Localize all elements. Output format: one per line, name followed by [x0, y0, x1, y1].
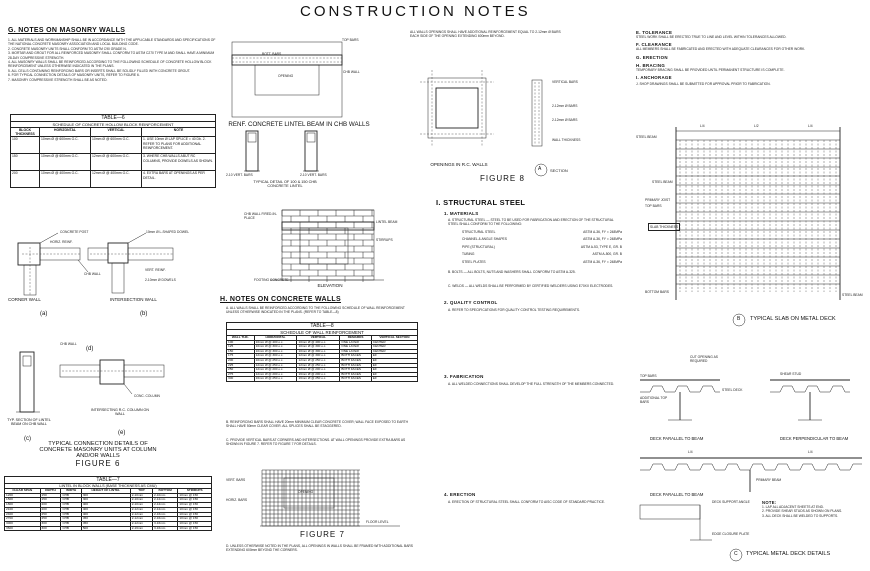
masonry-note: 6. FOR TYPICAL CONNECTION DETAILS OF MASONRY UNITS, REFER TO FIGURE 6. — [8, 73, 140, 78]
table-cell: 10mm Ø @ 600mm O.C. — [91, 137, 142, 154]
erection-heading: 4. ERECTION — [444, 492, 476, 497]
section-label: SECTION — [550, 168, 568, 173]
table-7-subtitle: LINTEL IN BLOCK WALLS (BASE THICKNESS AS CMU) — [4, 483, 212, 488]
table-cell: CHB — [61, 512, 81, 517]
table-cell: 300 — [227, 377, 255, 382]
fig7-figure-label: FIGURE 7 — [300, 530, 345, 539]
deck-note-heading: NOTE: — [762, 500, 777, 505]
table-cell: CENTER — [371, 345, 417, 350]
deck-label: STEEL DECK — [722, 388, 743, 392]
spec-value: ASTM A-36, FY = 248MPa — [583, 230, 622, 234]
table-header: HORIZONTAL — [254, 336, 297, 341]
table-header: TOP — [130, 489, 152, 494]
concrete-walls-heading: H. NOTES ON CONCRETE WALLS — [220, 296, 341, 303]
fig8-figure-label: FIGURE 8 — [480, 174, 525, 183]
table-cell: 100 — [227, 340, 255, 345]
clearance-text: ALL MEMBERS SHALL BE FABRICATED AND ERECTED WITH ADEQUATE CLEARANCES FOR OTHER WORK. — [636, 47, 806, 52]
steel-welds: C. WELDS — ALL WELDS SHALL BE PERFORMED BY CERTIFIED WELDERS USING E70XX ELECTRODES. — [448, 284, 614, 288]
table-7-title: TABLE—7 — [4, 476, 212, 483]
spec-value: ASTM A-36, FY = 248MPa — [583, 259, 622, 264]
fig8-label: 2-12mm Ø BARS — [552, 118, 578, 122]
table-cell: 10mm Ø @ 250 o.c. — [254, 358, 297, 363]
table-cell: 100 — [11, 137, 40, 154]
deck-caption: TYPICAL METAL DECK DETAILS — [746, 551, 831, 557]
deck-label: DECK SUPPORT ANGLE — [712, 500, 750, 504]
table-cell: 2-16mm — [130, 526, 152, 531]
table-header: VERTICAL — [91, 128, 142, 137]
deck-label: CUT OPENING AS REQUIRED — [690, 355, 718, 363]
fig8-label: 2-12mm Ø BARS — [552, 104, 578, 108]
fig6-sub-e: (e) — [118, 430, 126, 436]
table-cell: EF — [371, 368, 417, 373]
fabrication-heading: 3. FABRICATION — [444, 374, 484, 379]
fig6-caption-line: TYPICAL CONNECTION DETAILS OF — [48, 441, 148, 447]
table-cell: 2700 — [5, 517, 41, 522]
fig8-label: VERTICAL BARS — [552, 80, 578, 84]
section-mark-a: A — [538, 166, 542, 172]
table-cell: 10mm @ 150 — [178, 507, 212, 512]
masonry-note: 7. MASONRY COMPRESSIVE STRENGTH SHALL BE AS NOTED. — [8, 77, 108, 82]
spec-name: PIPE (STRUCTURAL) — [462, 244, 495, 249]
fig6-label: TYP. SECTION OF LINTEL BEAM ON CHB WALL — [7, 418, 51, 426]
table-cell: 10mm Ø @ 300 o.c. — [297, 345, 340, 350]
fig7-label: HORIZ. BARS — [226, 498, 248, 502]
masonry-heading: G. NOTES ON MASONRY WALLS — [8, 27, 126, 34]
table-cell: 12mm Ø @ 200 o.c. — [254, 372, 297, 377]
fig6-caption-line: AND/OR WALLS — [76, 453, 120, 459]
table-cell: 10mm Ø @ 400 o.c. — [254, 340, 297, 345]
table-cell: 3. WHERE CHB WALLS ABUT RC COLUMNS, PROVIDE DOWELS AS SHOWN. — [142, 154, 216, 171]
slab-label: STEEL BEAM — [652, 180, 673, 184]
deck-note: 1. LAP ALL ADJACENT SHEETS AT END. — [762, 505, 824, 509]
concrete-note: B. REINFORCING BARS SHALL HAVE 20mm MINIMUM CLEAR CONCRETE COVER; WALL FACE EXPOSED TO EARTH SHALL HAVE 50mm CLEAR COVER. ALL SPLICES SHALL BE STAGGERED. — [226, 420, 409, 429]
deck-label: SHEAR STUD — [780, 372, 802, 376]
table-cell: 400 — [81, 507, 130, 512]
lintel-label: 2-10 VERT. BARS — [226, 173, 253, 177]
deck-label: DECK PERPENDICULAR TO BEAM — [780, 436, 849, 441]
table-cell: 150 — [40, 493, 61, 498]
fig7-label: FLOOR LEVEL — [366, 520, 389, 524]
table-cell: 200 — [40, 507, 61, 512]
table-cell: ONE LAYER — [340, 340, 372, 345]
steel-bolts: B. BOLTS — ALL BOLTS, NUTS AND WASHERS SHALL CONFORM TO ASTM A-325. — [448, 270, 576, 274]
spec-value: ASTM A-500, GR. B — [592, 252, 622, 257]
table-cell: 10mm @ 150 — [178, 512, 212, 517]
bracing-heading: H. BRACING — [636, 62, 666, 68]
table-cell: 2400 — [5, 512, 41, 517]
table-cell: 150 — [11, 154, 40, 171]
concrete-note: D. UNLESS OTHERWISE NOTED IN THE PLANS, ALL OPENINGS IN WALLS SHALL BE FRAMED WITH ADDITIONAL BARS EXTENDING 600mm BEYOND THE CORNERS. — [226, 544, 413, 553]
slab-caption: TYPICAL SLAB ON METAL DECK — [750, 316, 836, 322]
table-6-subtitle: SCHEDULE OF CONCRETE HOLLOW BLOCK REINFORCEMENT — [10, 121, 216, 127]
table-cell: 3-16mm — [153, 521, 178, 526]
table-cell: 125 — [227, 345, 255, 350]
fig6-sub-c: (c) — [24, 436, 31, 442]
table-header: DEPTH — [40, 489, 61, 494]
table-cell: 2-10mm — [130, 498, 152, 503]
fig8-caption: OPENINGS IN R.C. WALLS — [430, 162, 488, 167]
table-cell: 12mm Ø @ 600mm O.C. — [91, 154, 142, 171]
table-cell: 300 — [81, 493, 130, 498]
spec-name: STRUCTURAL STEEL — [462, 230, 496, 234]
table-cell: 2100 — [5, 507, 41, 512]
deck-label: L/4 — [688, 450, 693, 454]
table-cell: 3600 — [5, 526, 41, 531]
table-cell: BOTH FACES — [340, 354, 372, 359]
slab-label: L/2 — [754, 124, 759, 128]
table-cell: CHB — [61, 503, 81, 508]
table-cell: 2-10mm — [130, 503, 152, 508]
table-cell: BOTH FACES — [340, 368, 372, 373]
table-cell: 300 — [40, 521, 61, 526]
erection-section: G. ERECTION — [636, 54, 668, 60]
anchorage: I. ANCHORAGE — [636, 75, 672, 81]
table-cell: 200 — [11, 171, 40, 188]
table-cell: 1800 — [5, 503, 41, 508]
table-cell: BOTH FACES — [340, 358, 372, 363]
table-cell: 275 — [227, 372, 255, 377]
slab-label: SLAB THICKNESS — [650, 225, 679, 229]
concrete-note: A. ALL WALLS SHALL BE REINFORCED ACCORDING TO THE FOLLOWING SCHEDULE OF WALL REINFORCEMENT UNLESS OTHERWISE INDICATED IN THE PLANS. (REFER TO TABLE—8) — [226, 306, 405, 315]
lintel-label: 2-10 VERT. BARS — [300, 173, 327, 177]
table-cell: BOTH FACES — [340, 377, 372, 382]
lintel-label: CHB WALL — [343, 70, 360, 74]
fig6-caption-line: CONCRETE MASONRY UNITS AT COLUMN — [39, 447, 157, 453]
masonry-note: 1. ALL MATERIALS AND WORKMANSHIP SHALL BE IN ACCORDANCE WITH THE APPLICABLE STANDARDS AND SPECIFICATIONS OF THE NATIONAL CONCRETE MASONRY ASSOCIATION AND LOCAL BUILDING CODE. — [8, 38, 216, 47]
steel-materials-heading: 1. MATERIALS — [444, 211, 479, 216]
page-title: CONSTRUCTION NOTES — [300, 3, 531, 20]
spec-name: STEEL PLATES — [462, 259, 486, 264]
tolerance-heading: E. TOLERANCE — [636, 30, 673, 35]
table-cell: ONE LAYER — [340, 345, 372, 350]
table-header: VERTICAL — [297, 336, 340, 341]
fig6-label: 2-10mm Ø DOWELS — [145, 278, 176, 282]
fig7-label: VERT. BARS — [226, 478, 246, 482]
erection-text: A. ERECTION OF STRUCTURAL STEEL SHALL CONFORM TO AISC CODE OF STANDARD PRACTICE. — [448, 500, 605, 504]
table-cell: 12mm Ø @ 200 o.c. — [297, 368, 340, 373]
table-cell: 2-16mm — [153, 512, 178, 517]
table-header: WALL THK. — [227, 336, 255, 341]
slab-label: PRIMARY JOIST — [645, 198, 671, 202]
section-mark-b: B — [737, 316, 741, 322]
shop-drawings: J. SHOP DRAWINGS SHALL BE SUBMITTED FOR APPROVAL PRIOR TO FABRICATION. — [636, 82, 771, 87]
table-cell: 175 — [227, 354, 255, 359]
table-cell: 450 — [81, 517, 130, 522]
table-cell: CENTER — [371, 349, 417, 354]
fig8-label: WALL THICKNESS — [552, 138, 581, 142]
table-cell: 1500 — [5, 498, 41, 503]
fig6-label: CHB WALL — [84, 272, 101, 276]
table-cell: ONE LAYER — [340, 349, 372, 354]
table-cell: 150 — [227, 349, 255, 354]
table-cell: EF — [371, 377, 417, 382]
fig6-label: INTERSECTION WALL — [110, 297, 157, 302]
table-cell: 12mm Ø @ 400mm O.C. — [91, 171, 142, 188]
table-cell: 250 — [40, 512, 61, 517]
masonry-note: 5. ALL CELLS CONTAINING REINFORCING BARS OR INSERTS SHALL BE SOLIDLY FILLED WITH CONCRETE GROUT. — [8, 68, 191, 73]
slab-label: TOP BARS — [645, 204, 662, 208]
lintel-label: LINTEL BEAM — [376, 220, 398, 224]
table-header: STIRRUPS — [178, 489, 212, 494]
table-header: VERTICAL SECTION — [371, 336, 417, 341]
section-mark-c: C — [734, 551, 738, 557]
masonry-note: 3. MORTAR AND GROUT FOR ALL REINFORCED MASONRY SHALL CONFORM TO ASTM C270 TYPE M AND SHALL HAVE A MINIMUM 28-DAY COMPRESSIVE STRENGTH. — [8, 51, 215, 60]
lintel-label: STIRRUPS — [376, 238, 393, 242]
table-cell: 1200 — [5, 493, 41, 498]
table-cell: 10mm @ 150 — [178, 498, 212, 503]
table-cell: 250 — [227, 368, 255, 373]
table-6-title: TABLE—6 — [10, 114, 216, 121]
table-cell: 10mm @ 150 — [178, 503, 212, 508]
table-cell: 400 — [81, 512, 130, 517]
fig6-label: CHB WALL — [60, 342, 77, 346]
table-cell: 200 — [227, 358, 255, 363]
table-cell: BOTH FACES — [340, 363, 372, 368]
spec-value: ASTM A-53, TYPE E, GR. B — [580, 244, 622, 249]
table-cell: 10mm @ 150 — [178, 521, 212, 526]
table-cell: 10mm Ø @ 300 o.c. — [254, 345, 297, 350]
fig6-label: HORIZ. REINF. — [50, 240, 73, 244]
masonry-note: 2. CONCRETE MASONRY UNITS SHALL CONFORM TO ASTM C90 GRADE N. — [8, 46, 127, 51]
bracing-text: TEMPORARY BRACING SHALL BE PROVIDED UNTIL PERMANENT STRUCTURE IS COMPLETE. — [636, 67, 785, 72]
deck-label: DECK PARALLEL TO BEAM — [650, 436, 704, 441]
table-cell: 12mm Ø @ 250 o.c. — [254, 363, 297, 368]
slab-label: L/4 — [808, 124, 813, 128]
table-cell: 10mm Ø @ 400 o.c. — [297, 340, 340, 345]
table-cell: BOTH FACES — [340, 372, 372, 377]
fig8-intro: ALL WALLS OPENINGS SHALL HAVE ADDITIONAL REINFORCEMENT EQUAL TO 2-12mm Ø BARS EACH SIDE OF THE OPENING EXTENDING 600mm BEYOND. — [410, 30, 561, 39]
fig6-label: 10mm Ø L-SHAPED DOWEL — [146, 230, 190, 234]
fig6-sub-a: (a) — [40, 311, 48, 317]
fig6-label: CORNER WALL — [8, 297, 41, 302]
table-cell: 2-10mm — [153, 493, 178, 498]
table-cell: 2-16mm — [153, 517, 178, 522]
table-cell: 16mm Ø @ 250 o.c. — [254, 377, 297, 382]
table-cell: 10mm Ø @ 600mm O.C. — [40, 154, 91, 171]
table-cell: 450 — [81, 521, 130, 526]
slab-label: STEEL BEAM — [636, 135, 657, 139]
table-cell: CHB — [61, 507, 81, 512]
table-cell: EF — [371, 358, 417, 363]
table-cell: 10mm @ 150 — [178, 526, 212, 531]
lintel-label: TOP BARS — [342, 38, 359, 42]
table-8-subtitle: SCHEDULE OF WALL REINFORCEMENT — [226, 329, 418, 335]
deck-label: TOP BARS — [640, 374, 657, 378]
table-cell: 10mm Ø @ 300 o.c. — [297, 349, 340, 354]
table-cell: 12mm Ø @ 300 o.c. — [254, 354, 297, 359]
table-cell: 16mm Ø @ 250 o.c. — [297, 377, 340, 382]
table-cell: 300 — [40, 526, 61, 531]
steel-materials-text: A. STRUCTURAL STEEL — STEEL TO BE USED FOR FABRICATION AND ERECTION OF THE STRUCTURAL STEEL SHALL CONFORM TO THE FOLLOWING: — [448, 218, 614, 227]
spec-name: TUBING — [462, 252, 475, 257]
fig6-sub-b: (b) — [140, 311, 148, 317]
tolerance-text: STEEL WORK SHALL BE ERECTED TRUE TO LINE AND LEVEL WITHIN TOLERANCES ALLOWED. — [636, 35, 787, 39]
table-cell: 12mm Ø @ 250 o.c. — [297, 363, 340, 368]
table-cell: 12mm Ø @ 300 o.c. — [297, 354, 340, 359]
lintel-label: OPENING — [278, 74, 294, 78]
deck-note: 2. PROVIDE SHEAR STUDS AS SHOWN ON PLANS. — [762, 509, 843, 514]
table-header: BOTTOM — [153, 489, 178, 494]
deck-label: ADDITIONAL TOP BARS — [640, 396, 668, 404]
lintel-caption: RENF. CONCRETE LINTEL BEAM IN CHB WALLS — [228, 121, 370, 128]
table-cell: 10mm @ 150 — [178, 517, 212, 522]
table-header: BLOCK THICKNESS — [11, 128, 40, 137]
table-cell: 4. EXTRA BARS AT OPENINGS AS PER DETAIL. — [142, 171, 216, 188]
table-cell: EF — [371, 354, 417, 359]
table-cell: 3000 — [5, 521, 41, 526]
table-cell: 10mm Ø @ 300 o.c. — [254, 349, 297, 354]
table-cell: 2-12mm — [153, 498, 178, 503]
table-header: WIDTH — [61, 489, 81, 494]
table-cell: 225 — [227, 363, 255, 368]
concrete-note: C. PROVIDE VERTICAL BARS AT CORNERS AND INTERSECTIONS. AT WALL OPENINGS PROVIDE EXTRA BARS AS SHOWN IN FIGURE 7. REFER TO FIGURE 7 FOR DETAILS. — [226, 438, 406, 447]
deck-label: L/4 — [808, 450, 813, 454]
lintel-label: BOTT. BARS — [262, 52, 282, 56]
table-cell: 10mm Ø @ 400mm O.C. — [40, 171, 91, 188]
deck-note: 3. ALL DECK SHALL BE WELDED TO SUPPORTS. — [762, 513, 839, 518]
spec-value: ASTM A-36, FY = 248MPa — [583, 237, 622, 242]
table-8-title: TABLE—8 — [226, 322, 418, 329]
deck-label: EDGE CLOSURE PLATE — [712, 532, 750, 536]
lintel-section-caption: TYPICAL DETAIL OF 100 & 150 CHB CONCRETE LINTEL — [253, 180, 317, 188]
table-cell: 250 — [40, 517, 61, 522]
table-cell: CENTER — [371, 340, 417, 345]
table-cell: EF — [371, 363, 417, 368]
table-cell: CHB — [61, 517, 81, 522]
table-header: REMARKS — [340, 336, 372, 341]
quality-heading: 2. QUALITY CONTROL — [444, 300, 498, 305]
fig6-label: VERT. REINF. — [145, 268, 166, 272]
table-cell: 1. USE 10mm Ø LAP SPLICE = 40 Db. 2. REFER TO PLANS FOR ADDITIONAL REINFORCEMENT. — [142, 137, 216, 154]
table-cell: 2-12mm — [130, 521, 152, 526]
table-cell: 2-12mm — [130, 517, 152, 522]
table-header: NOTE — [142, 128, 216, 137]
fig6-label: INTERSECTING R.C. COLUMN ON WALL — [91, 408, 149, 416]
quality-text: A. REFER TO SPECIFICATIONS FOR QUALITY CONTROL TESTING REQUIREMENTS. — [448, 308, 581, 312]
table-cell: CHB — [61, 521, 81, 526]
slab-label: STEEL BEAM — [842, 293, 863, 297]
slab-label: BOTTOM BARS — [645, 290, 669, 294]
table-cell: 2-12mm — [130, 507, 152, 512]
table-cell: 300 — [81, 498, 130, 503]
table-cell: CHB — [61, 498, 81, 503]
table-cell: 12mm Ø @ 250 o.c. — [297, 358, 340, 363]
table-cell: 3-16mm — [153, 526, 178, 531]
fig6-sub-d: (d) — [86, 346, 94, 352]
slab-label: L/4 — [700, 124, 705, 128]
lintel-label: ELEVATION — [317, 283, 343, 288]
table-header: CLEAR SPAN — [5, 489, 41, 494]
deck-note-block — [762, 500, 862, 518]
table-cell: 2-12mm — [130, 512, 152, 517]
table-cell: 16mm Ø @ 200 o.c. — [297, 372, 340, 377]
table-cell: 2-12mm — [153, 503, 178, 508]
fig7-label: OPENING — [298, 490, 314, 494]
deck-label: PRIMARY BEAM — [756, 478, 782, 482]
table-header: HORIZONTAL — [40, 128, 91, 137]
table-cell: 2-10mm — [130, 493, 152, 498]
table-cell: 10mm Ø @ 600mm O.C. — [40, 137, 91, 154]
fig6-label: CONCRETE POST — [60, 230, 89, 234]
spec-name: CHANNEL & ANGLE SHAPES — [462, 237, 507, 242]
lintel-label: FOOTING CONCRETE — [254, 278, 289, 282]
table-cell: 12mm Ø @ 200 o.c. — [254, 368, 297, 373]
table-cell: 2-12mm — [153, 507, 178, 512]
table-cell: CHB — [61, 526, 81, 531]
table-cell: 10mm @ 150 — [178, 493, 212, 498]
lintel-label: CHB WALL FIRED-IN-PLACE — [244, 212, 277, 220]
table-cell: 400 — [81, 503, 130, 508]
table-cell: 500 — [81, 526, 130, 531]
fabrication-text: A. ALL WELDED CONNECTIONS SHALL DEVELOP THE FULL STRENGTH OF THE MEMBERS CONNECTED. — [448, 382, 615, 386]
fig6-figure-label: FIGURE 6 — [75, 459, 121, 468]
table-cell: 200 — [40, 503, 61, 508]
fig6-label: CONC. COLUMN — [134, 394, 160, 398]
clearance-heading: F. CLEARANCE — [636, 42, 672, 48]
table-header: HEIGHT OF LINTEL — [81, 489, 130, 494]
masonry-note: 4. ALL MASONRY WALLS SHALL BE REINFORCED ACCORDING TO THE FOLLOWING SCHEDULE OF CONCRETE HOLLOW BLOCK REINFORCEMENT UNLESS OTHERWISE INDICATED IN THE PLANS. — [8, 60, 212, 69]
deck-label: DECK PARALLEL TO BEAM — [650, 492, 704, 497]
table-cell: 150 — [40, 498, 61, 503]
steel-heading: I. STRUCTURAL STEEL — [436, 198, 526, 207]
table-cell: EF — [371, 372, 417, 377]
table-cell: CHB — [61, 493, 81, 498]
